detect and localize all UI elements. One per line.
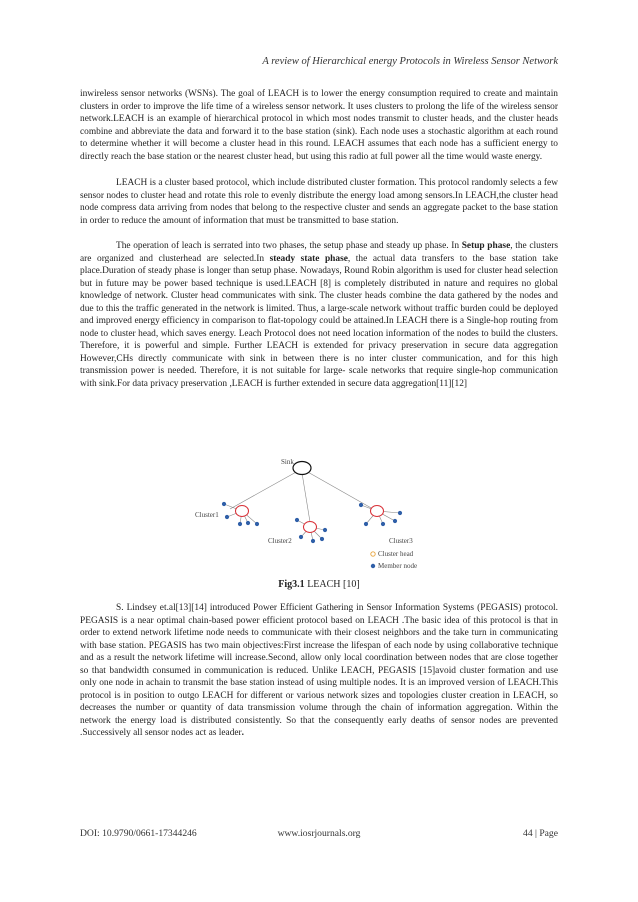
cluster2-label: Cluster2 (268, 537, 292, 545)
footer-website: www.iosrjournals.org (277, 828, 361, 839)
legend-member-marker (371, 564, 375, 568)
paragraph-3: The operation of leach is serrated into two phases, the setup phase and steady up phase. In Setup phase, the clusters are organized and clusterhead are selected.In steady state phase, the actual data transfers to the base station take place.Duration of steady phase is longer than setup phase. Nowadays, Round Robin algorithm is used for cluster head selection but in future may be power based technique is used.LEACH [8] is completely distributed in nature and requires no global knowledge of network. Cluster head communicates with sink. The cluster heads combine the data gathered by the nodes and due to this the traffic generated in the network is limited. Thus, a large-scale network without traffic burden could be deployed and improved energy efficiency in comparison to flat-topology could be attained.In LEACH there is a Single-hop routing from node to cluster head, which saves energy. Leach Protocol does not need location information of the nodes to build the clusters. Therefore, it is powerful and simple. Further LEACH is extended for privacy preservation in secure data aggregation However,CHs directly communicate with sink in between there is no inter cluster communication, and for this high transmission power is needed. Therefore, it is not suitable for large- scale networks that require single-hop communication with sink.For data privacy preservation ,LEACH is further extended in secure data aggregation[11][12] (80, 241, 559, 390)
link-sink-cluster2 (302, 473, 310, 522)
cluster1-label: Cluster1 (195, 511, 219, 519)
cluster-head-2 (304, 522, 317, 533)
figure-caption-text: LEACH [10] (304, 579, 360, 590)
cluster-head-1 (236, 506, 249, 517)
figure-label: Fig3.1 (278, 579, 305, 590)
figure-caption (0, 579, 638, 590)
legend-head-marker (371, 552, 375, 556)
legend-head-label: Cluster head (378, 550, 414, 558)
footer-page-number: 44 | Page (523, 828, 558, 839)
cluster-head-3 (371, 506, 384, 517)
sink-label: Sink (281, 458, 294, 466)
sink-node (293, 462, 311, 475)
leach-diagram (190, 455, 435, 580)
paragraph-2: LEACH is a cluster based protocol, which include distributed cluster formation. This protocol randomly selects a few sensor nodes to cluster head and rotate this role to evenly distribute the energy load among sensors.In LEACH,the cluster head node compress data arriving from nodes that belong to the respective cluster and sends an aggregate packet to the base station in order to reduce the amount of information that must be transmitted to base station. (80, 178, 558, 226)
cluster3-label: Cluster3 (389, 537, 413, 545)
link-sink-cluster1 (230, 471, 298, 509)
page-footer (80, 828, 558, 842)
footer-doi: DOI: 10.9790/0661-17344246 (80, 828, 197, 839)
link-sink-cluster3 (306, 471, 373, 509)
running-header: A review of Hierarchical energy Protocols in Wireless Sensor Network (262, 56, 558, 67)
leach-figure (190, 455, 435, 580)
legend-member-label: Member node (378, 562, 418, 570)
steady-state-term: steady state phase (269, 253, 348, 264)
setup-phase-term: Setup phase (461, 241, 511, 251)
paragraph-4: S. Lindsey et.al[13][14] introduced Power Efficient Gathering in Sensor Information Systems (PEGASIS) protocol. PEGASIS is a near optimal chain-based power efficient protocol based on LEACH .The basic idea of this protocol is that in order to extend network lifetime node needs to communicate with their closest neighbors and the take turn in communicating with base station. PEGASIS has two main objectives:First increase the lifespan of each node by using collaborative technique and as a result the network lifetime will increase.Second, allow only local coordination between nodes that are close together so that bandwidth consumed in communication is reduced. Unlike LEACH, PEGASIS [15]avoid cluster formation and use only one node in achain to transmit the base station instead of using multiple nodes. It is an improved version of LEACH.This protocol is in position to outgo LEACH for different or various network sizes and topologies cluster creation in LEACH, so decreases the number or quantity of data transmission volume through the chain of information aggregation. Within the network the energy load is distributed consistently. So that the consequently early deaths of sensor nodes are prevented .Successively all sensor nodes act as leader. (80, 603, 558, 739)
paragraph-1: inwireless sensor networks (WSNs). The goal of LEACH is to lower the energy consumption required to create and maintain clusters in order to improve the life time of a wireless sensor network. It uses clusters to prolong the life of the wireless sensor network.LEACH is an example of hierarchical protocol in which most nodes transmit to cluster heads, and the cluster heads combine and abbreviate the data and forward it to the base station (sink). Each node uses a stochastic algorithm at each round to determine whether it will become a cluster head in this round. LEACH assumes that each node has a sufficient energy to directly reach the base station or the nearest cluster head, but using this radio at full power all the time would waste energy. (80, 89, 558, 162)
